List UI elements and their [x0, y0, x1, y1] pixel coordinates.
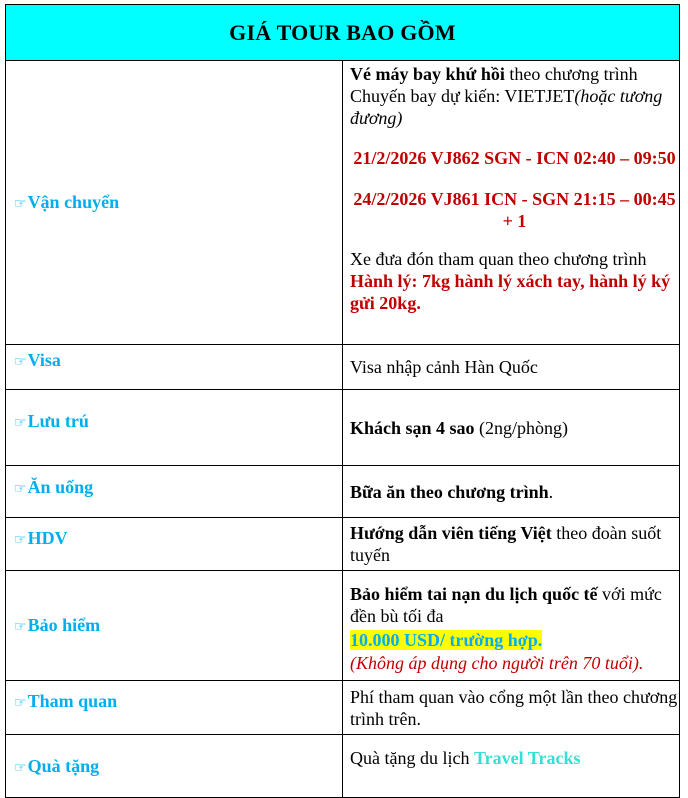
content-transport	[343, 61, 680, 345]
pointing-hand-icon: ☞	[14, 759, 27, 776]
label-visa: ☞Visa	[6, 345, 343, 390]
brand-name: Travel Tracks	[473, 748, 581, 768]
insurance-note: (Không áp dụng cho người trên 70 tuổi).	[350, 653, 644, 673]
pointing-hand-icon: ☞	[14, 619, 27, 635]
insurance-amount: 10.000 USD/ trường hợp.	[350, 630, 543, 650]
label-sightseeing: ☞Tham quan	[6, 681, 343, 735]
bus-text: Xe đưa đón tham quan theo chương trình	[350, 249, 647, 269]
content-insurance: Bảo hiểm tai nạn du lịch quốc tế với mức đền bù tối đa 10.000 USD/ trường hợp. (Không áp dụng cho người trên 70 tuổi).	[343, 571, 680, 681]
flight-out: 21/2/2026 VJ862 SGN - ICN 02:40 – 09:50	[353, 148, 676, 168]
tour-inclusions-table	[5, 4, 680, 798]
label-gift: ☞Quà tặng	[6, 735, 343, 798]
label-guide: ☞HDV	[6, 518, 343, 571]
ticket-bold: Vé máy bay khứ hồi	[350, 64, 505, 84]
content-stay: Khách sạn 4 sao (2ng/phòng)	[343, 390, 680, 466]
flight-prefix: Chuyến bay dự kiến: VIETJET	[350, 86, 575, 106]
ticket-rest: theo chương trình	[504, 64, 638, 84]
content-gift: Quà tặng du lịch Travel Tracks	[343, 735, 680, 798]
content-food: Bữa ăn theo chương trình.	[343, 466, 680, 518]
content-guide: Hướng dẫn viên tiếng Việt theo đoàn suốt tuyến	[343, 518, 680, 571]
label-transport: ☞Vận chuyển	[6, 61, 343, 345]
label-stay: ☞Lưu trú	[6, 390, 343, 466]
pointing-hand-icon: ☞	[14, 531, 27, 548]
pointing-hand-icon: ☞	[14, 415, 27, 431]
pointing-hand-icon: ☞	[14, 353, 27, 370]
content-visa: Visa nhập cảnh Hàn Quốc	[343, 345, 680, 390]
label-insurance: ☞Bảo hiểm	[6, 571, 343, 681]
content-sightseeing: Phí tham quan vào cổng một lần theo chương trình trên.	[343, 681, 680, 735]
pointing-hand-icon: ☞	[14, 196, 27, 212]
pointing-hand-icon: ☞	[14, 695, 27, 711]
flight-back: 24/2/2026 VJ861 ICN - SGN 21:15 – 00:45 + 1	[353, 189, 676, 231]
pointing-hand-icon: ☞	[14, 481, 27, 497]
luggage-text: Hành lý: 7kg hành lý xách tay, hành lý ký gửi 20kg.	[350, 271, 671, 313]
table-title: GIÁ TOUR BAO GỒM	[6, 5, 680, 61]
label-food: ☞Ăn uống	[6, 466, 343, 518]
flight-italic: (hoặc tương đương)	[350, 86, 663, 128]
